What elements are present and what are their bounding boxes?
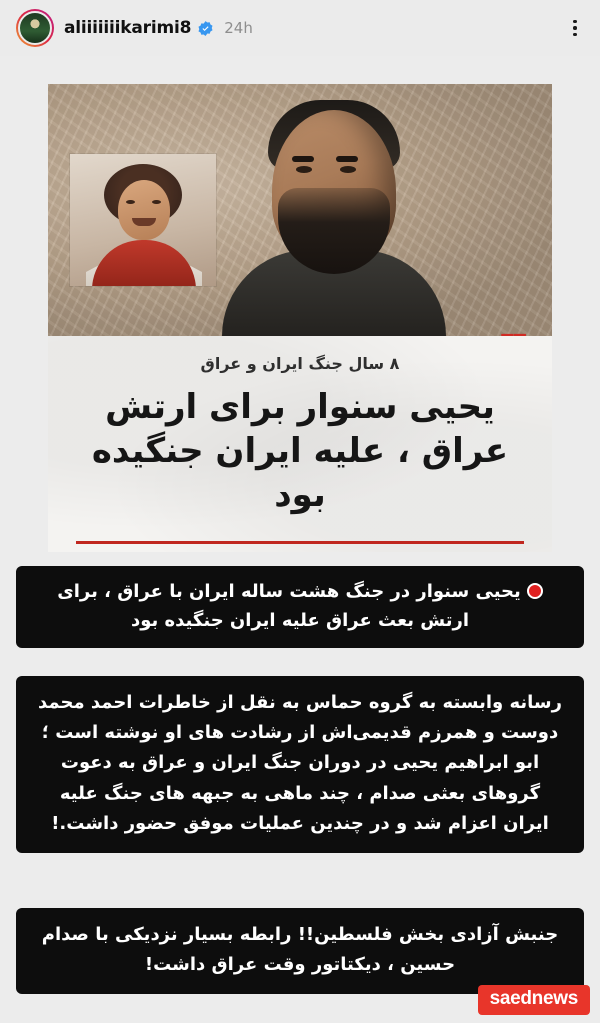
card-kicker: ۸ سال جنگ ایران و عراق (200, 354, 400, 373)
story-header (0, 0, 600, 56)
username-label[interactable]: aliiiiiiikarimi8 (64, 18, 192, 38)
card-body (48, 336, 552, 552)
timestamp-label: 24h (224, 19, 253, 37)
more-options-icon[interactable] (564, 17, 586, 39)
caption-block-1 (16, 566, 584, 648)
main-portrait (228, 92, 438, 336)
news-card (48, 84, 552, 552)
caption-block-3: جنبش آزادی بخش فلسطین!! رابطه بسیار نزدیکی با صدام حسین ، دیکتاتور وقت عراق داشت! (16, 908, 584, 994)
card-photo (48, 84, 552, 336)
card-headline: یحیی سنوار برای ارتش عراق ، علیه ایران جنگیده بود (91, 387, 509, 516)
inset-portrait (70, 154, 216, 286)
caption-1-text: یحیی سنوار در جنگ هشت ساله ایران با عراق ، برای ارتش بعث عراق علیه ایران جنگیده بود (57, 581, 521, 632)
card-accent-rule (76, 541, 524, 544)
caption-block-2: رسانه وابسته به گروه حماس به نقل از خاطرات احمد محمد دوست و همرزم قدیمی‌اش از رشادت های او نوشته است ؛ ابو ابراهیم یحیی در دوران جنگ ایران و عراق به دعوت گروهای بعثی صدام ، چند ماهی به جبهه های جنگ علیه ایران اعزام شد و در چندین عملیات موفق حضور داشت.! (16, 676, 584, 853)
watermark-badge: saednews (478, 985, 590, 1015)
verified-badge-icon (197, 20, 214, 37)
red-dot-icon (527, 583, 543, 599)
avatar-image (18, 11, 52, 45)
avatar[interactable] (16, 9, 54, 47)
